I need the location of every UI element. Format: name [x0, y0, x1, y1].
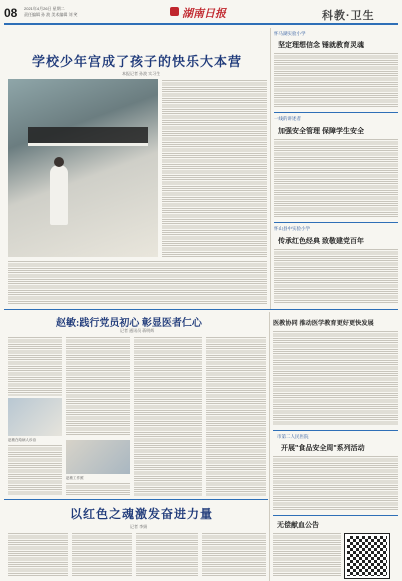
- lead-photo: [8, 79, 158, 257]
- student-figure: [50, 165, 68, 225]
- qr-code-icon: [345, 534, 389, 578]
- page-number: 08: [4, 6, 18, 20]
- masthead: [168, 4, 234, 20]
- sidebar-title-1: 坚定理想信念 锤就教育灵魂: [278, 42, 364, 49]
- sidebar-kicker-2: 一线的讲述者: [274, 116, 301, 121]
- editor-line: 责任编辑 孙 波 美术编辑 刘 笑: [24, 12, 78, 17]
- sidebar-kicker-3: 怀山县中实验小学: [274, 226, 310, 231]
- bottom-headline: 以红色之魂激发奋进力量: [70, 507, 214, 521]
- right-title-1: 医教协同 推动医学教育更好更快发展: [273, 320, 374, 327]
- piano-keys: [28, 143, 148, 146]
- section-title: 科教·卫生: [322, 10, 375, 22]
- date-line: 2021年4月26日 星期二: [24, 6, 65, 11]
- lead-headline: 学校少年宫成了孩子的快乐大本营: [32, 54, 243, 69]
- header-rule: [4, 23, 398, 25]
- masthead-emblem-icon: [170, 7, 179, 16]
- section-rule: [4, 309, 398, 310]
- right-title-2: 开展"食品安全周"系列活动: [281, 445, 365, 452]
- right-kicker-2: 市第二人民医院: [277, 434, 309, 439]
- middle-photo-1: [8, 398, 62, 436]
- bottom-rule: [4, 499, 268, 500]
- lead-byline: 本报记者 孙波 实习生: [122, 71, 161, 76]
- sidebar-title-3: 传承红色经典 致敬建党百年: [278, 238, 364, 245]
- middle-photo-2: [66, 440, 130, 474]
- sidebar-kicker-1: 怀马湖实验小学: [274, 31, 306, 36]
- bottom-byline: 记者 李娟: [130, 524, 148, 529]
- student-head: [54, 157, 64, 167]
- middle-byline: 记者 通讯员 蒋明辉: [120, 328, 155, 333]
- middle-headline: 赵敏:践行党员初心 彰显医者仁心: [56, 318, 202, 329]
- middle-caption-1: 赵敏在给病人诊治: [8, 438, 36, 442]
- sidebar-title-2: 加强安全管理 保障学生安全: [278, 128, 364, 135]
- paper-name: 湖南日报: [182, 8, 226, 20]
- middle-caption-2: 赵敏工作照: [66, 476, 84, 480]
- notice-title: 无偿献血公告: [277, 522, 319, 529]
